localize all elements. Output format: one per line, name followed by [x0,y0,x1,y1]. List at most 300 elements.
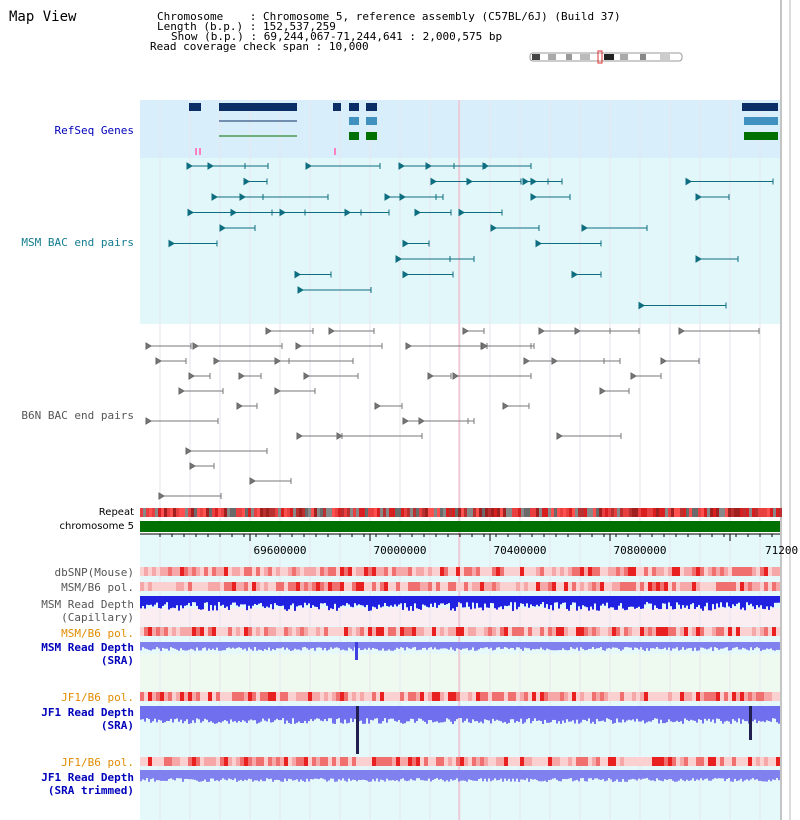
depth-bar [560,596,562,604]
depth-bar [572,596,574,602]
repeat-segment [530,508,533,517]
depth-bar [684,706,686,718]
depth-bar [252,770,254,782]
depth-bar [352,770,354,780]
heat-cell [372,627,376,636]
depth-bar [738,706,740,718]
track-label-jf1-pol2[interactable]: JF1/B6 pol. [61,756,134,769]
depth-bar [586,706,588,721]
repeat-segment [323,508,326,517]
depth-bar [160,642,162,651]
heat-cell [756,627,760,636]
heat-cell [268,757,272,766]
heat-cell [336,567,340,576]
jf1-pol-heatmap[interactable] [140,692,780,701]
depth-bar [668,706,670,719]
depth-bar [280,706,282,720]
depth-bar [228,596,230,610]
heat-cell [156,757,160,766]
depth-bar [490,706,492,723]
depth-bar [266,596,268,607]
heat-cell [472,567,476,576]
repeat-segment [545,508,548,517]
depth-bar [160,706,162,720]
heat-cell [388,627,392,636]
depth-bar [204,770,206,780]
depth-bar [666,642,668,650]
depth-bar [590,642,592,649]
depth-bar [588,770,590,778]
depth-bar [156,642,158,647]
depth-bar [702,642,704,648]
depth-bar [654,642,656,649]
heat-cell [236,627,240,636]
depth-bar [394,706,396,721]
depth-bar [346,770,348,782]
track-label-jf1-depth[interactable]: JF1 Read Depth [41,706,134,719]
depth-bar [208,770,210,782]
depth-bar [190,706,192,723]
depth-bar [764,770,766,781]
depth-bar [202,770,204,781]
repeat-segment [449,508,452,517]
repeat-segment [536,508,539,517]
depth-bar [400,770,402,779]
heat-cell [676,757,680,766]
heat-cell [636,582,640,591]
depth-bar [312,596,314,605]
heat-cell [504,757,508,766]
chromosome-label: Chromosome [157,10,224,23]
depth-bar [270,770,272,779]
depth-bar [298,770,300,782]
heat-cell [680,627,684,636]
depth-bar [382,770,384,780]
depth-bar [214,706,216,724]
depth-bar [630,706,632,720]
heat-cell [620,567,624,576]
repeat-segment [602,508,605,517]
depth-bar [376,596,378,609]
repeat-segment [689,508,692,517]
depth-bar [522,706,524,724]
repeat-segment [494,508,497,517]
repeat-segment [617,508,620,517]
track-label-msm-pol[interactable]: MSM/B6 pol. [61,581,134,594]
repeat-segment [143,508,146,517]
track-label-jf1-depth2[interactable]: JF1 Read Depth [41,771,134,784]
depth-bar [716,642,718,648]
repeat-segment [548,508,551,517]
depth-bar [558,706,560,721]
depth-bar [438,770,440,780]
depth-bar [714,596,716,609]
repeat-segment [221,508,224,517]
track-label-msm-pol2[interactable]: MSM/B6 pol. [61,627,134,640]
repeat-segment [455,508,458,517]
heat-cell [296,582,300,591]
heat-cell [604,582,608,591]
depth-bar [256,706,258,724]
depth-bar [428,596,430,607]
msm-pol2-heatmap[interactable] [140,627,780,636]
depth-bar [686,642,688,649]
depth-bar [366,596,368,605]
heat-cell [408,757,412,766]
heat-cell [236,567,240,576]
heat-cell [368,692,372,701]
heat-cell [172,627,176,636]
repeat-segment [740,508,743,517]
b6n-bac-pair-end [453,373,458,379]
depth-bar [692,770,694,778]
heat-cell [480,757,484,766]
depth-bar [282,642,284,647]
heat-cell [756,757,760,766]
depth-bar [498,770,500,780]
heat-cell [252,582,256,591]
depth-bar [582,706,584,720]
heat-cell [660,692,664,701]
depth-bar [198,596,200,609]
heat-cell [520,582,524,591]
jf1-sra-trimmed-depth[interactable] [140,770,780,782]
track-label-b6n-bac[interactable]: B6N BAC end pairs [21,409,134,422]
heat-cell [640,582,644,591]
depth-bar [768,706,770,721]
heat-cell [512,567,516,576]
depth-bar [338,770,340,779]
heat-cell [304,567,308,576]
depth-spike [355,642,358,660]
track-sublabel-jf1-depth2: (SRA trimmed) [47,784,134,797]
depth-bar [314,596,316,607]
dbsnp-heatmap[interactable] [140,567,780,576]
depth-bar [306,596,308,605]
depth-bar [744,642,746,649]
repeat-segment [776,508,779,517]
repeat-segment [509,508,512,517]
heat-cell [464,757,468,766]
heat-cell [652,582,656,591]
repeat-segment [386,508,389,517]
chromosome-value: Chromosome 5, reference assembly (C57BL/6J) (Build 37) [262,10,621,23]
depth-bar [512,706,514,719]
depth-bar [764,642,766,650]
depth-bar [302,706,304,723]
heat-cell [208,582,212,591]
depth-bar [682,642,684,647]
depth-bar [336,770,338,782]
depth-bar [270,596,272,604]
depth-bar [660,706,662,720]
b6n-bac-features[interactable] [146,328,759,499]
heat-cell [384,582,388,591]
heat-cell [284,692,288,701]
depth-bar [520,596,522,603]
depth-bar [734,706,736,721]
depth-bar [412,706,414,719]
heat-cell [356,567,360,576]
depth-bar [648,770,650,780]
heat-cell [204,757,208,766]
depth-bar [616,596,618,610]
depth-bar [454,642,456,651]
depth-bar [534,642,536,649]
depth-bar [150,770,152,779]
heat-cell [344,757,348,766]
heat-cell [240,627,244,636]
repeat-segment [146,508,149,517]
heat-cell [460,582,464,591]
heat-cell [220,627,224,636]
depth-bar [612,596,614,607]
repeat-segment [467,508,470,517]
heat-cell [280,567,284,576]
track-label-dbsnp[interactable]: dbSNP(Mouse) [54,566,134,579]
depth-bar [324,596,326,603]
chromosome-bar[interactable] [140,521,780,532]
heat-cell [600,757,604,766]
heat-cell [188,627,192,636]
heat-cell [640,627,644,636]
repeat-segment [515,508,518,517]
b6n-bac-pair-end [237,403,242,409]
depth-bar [672,706,674,722]
depth-bar [704,596,706,606]
heat-cell [768,567,772,576]
depth-bar [364,706,366,724]
depth-bar [734,642,736,648]
depth-bar [708,642,710,649]
jf1-pol2-heatmap[interactable] [140,757,780,766]
repeat-segment [173,508,176,517]
heat-cell [308,567,312,576]
depth-bar [538,706,540,720]
depth-bar [678,596,680,605]
heat-cell [740,692,744,701]
heat-cell [580,692,584,701]
track-label-msm-depth[interactable]: MSM Read Depth [41,598,134,611]
depth-bar [380,596,382,607]
depth-bar [538,642,540,649]
depth-bar [554,706,556,720]
heat-cell [648,567,652,576]
heat-cell [316,627,320,636]
depth-bar [664,642,666,648]
depth-bar [182,596,184,608]
repeat-segment [443,508,446,517]
depth-bar [668,642,670,647]
depth-bar [334,770,336,782]
depth-bar [310,642,312,648]
heat-cell [160,567,164,576]
depth-bar [604,642,606,651]
repeat-segment [500,508,503,517]
heat-cell [400,692,404,701]
depth-bar [470,642,472,650]
depth-bar [408,596,410,611]
heat-cell [288,757,292,766]
repeat-segment [710,508,713,517]
heat-cell [160,627,164,636]
depth-bar [494,706,496,721]
repeat-track[interactable] [140,508,782,517]
heat-cell [536,582,540,591]
depth-bar [576,596,578,611]
heat-cell [568,692,572,701]
heat-cell [208,692,212,701]
depth-bar [444,770,446,782]
heat-cell [664,692,668,701]
heat-cell [632,627,636,636]
depth-bar [246,770,248,780]
depth-bar [572,642,574,649]
depth-bar [158,706,160,720]
msm-pol-heatmap[interactable] [140,582,780,591]
depth-bar [282,596,284,606]
heat-cell [176,582,180,591]
heat-cell [736,627,740,636]
depth-bar [754,642,756,648]
repeat-segment [704,508,707,517]
repeat-segment [743,508,746,517]
depth-bar [252,706,254,720]
depth-bar [350,770,352,781]
repeat-segment [218,508,221,517]
repeat-segment [503,508,506,517]
depth-bar [390,642,392,651]
heat-cell [396,567,400,576]
depth-bar [696,642,698,651]
track-label-repeat[interactable]: Repeat [98,507,134,518]
tick-label: 70000000 [373,544,427,557]
heat-cell [672,757,676,766]
depth-bar [692,642,694,651]
repeat-segment [425,508,428,517]
depth-bar [634,642,636,648]
heat-cell [684,757,688,766]
depth-bar [170,642,172,647]
depth-bar [604,770,606,781]
heat-cell [720,567,724,576]
heat-cell [232,567,236,576]
track-label-refseq[interactable]: RefSeq Genes [54,124,134,137]
depth-bar [266,706,268,721]
depth-bar [538,596,540,606]
depth-bar [594,596,596,603]
depth-bar [498,706,500,721]
depth-bar [560,770,562,781]
repeat-segment [365,508,368,517]
repeat-segment [698,508,701,517]
depth-bar [348,706,350,723]
depth-bar [568,770,570,779]
repeat-segment [260,508,263,517]
depth-bar [758,706,760,721]
heat-cell [628,692,632,701]
depth-bar [352,596,354,607]
depth-bar [644,770,646,779]
chromosome-ideogram[interactable] [530,51,682,63]
depth-bar [644,642,646,651]
heat-cell [500,757,504,766]
depth-bar [220,642,222,651]
heat-cell [428,627,432,636]
depth-bar [612,706,614,724]
heat-cell [588,757,592,766]
repeat-segment [479,508,482,517]
heat-cell [388,692,392,701]
depth-bar [594,642,596,649]
depth-bar [534,770,536,779]
b6n-bac-pair-end [329,328,334,334]
depth-bar [764,596,766,609]
depth-bar [276,642,278,648]
heat-cell [292,627,296,636]
heat-cell [556,627,560,636]
repeat-segment [773,508,776,517]
repeat-segment [368,508,371,517]
heat-cell [352,627,356,636]
heat-cell [388,757,392,766]
depth-bar [410,596,412,606]
heat-cell [380,692,384,701]
repeat-segment [287,508,290,517]
heat-cell [252,627,256,636]
repeat-segment [329,508,332,517]
track-label-msm-bac[interactable]: MSM BAC end pairs [21,236,134,249]
track-label-msm-depth2[interactable]: MSM Read Depth [41,641,134,654]
depth-bar [666,596,668,609]
depth-bar [254,642,256,647]
depth-bar [334,596,336,604]
heat-cell [280,627,284,636]
depth-bar [374,596,376,607]
depth-bar [430,706,432,720]
heat-cell [776,757,780,766]
depth-bar [516,770,518,779]
depth-bar [360,596,362,605]
depth-bar [544,770,546,781]
heat-cell [448,582,452,591]
heat-cell [260,627,264,636]
depth-bar [434,596,436,603]
depth-bar [548,706,550,723]
depth-bar [732,596,734,604]
depth-bar [318,642,320,647]
heat-cell [224,582,228,591]
heat-cell [420,692,424,701]
depth-bar [480,596,482,607]
depth-bar [378,770,380,782]
heat-cell [328,692,332,701]
depth-bar [336,596,338,611]
heat-cell [684,692,688,701]
heat-cell [696,567,700,576]
heat-cell [540,567,544,576]
heat-cell [728,567,732,576]
depth-bar [530,706,532,723]
track-label-jf1-pol[interactable]: JF1/B6 pol. [61,691,134,704]
heat-cell [320,567,324,576]
depth-bar [544,706,546,720]
heat-cell [636,627,640,636]
depth-bar [372,770,374,779]
heat-cell [696,692,700,701]
depth-bar [566,642,568,650]
depth-bar [326,706,328,721]
